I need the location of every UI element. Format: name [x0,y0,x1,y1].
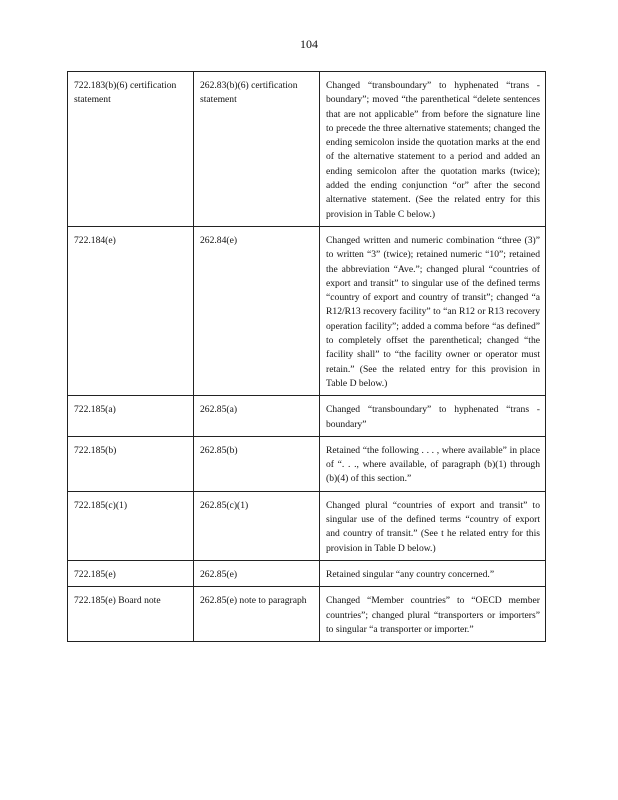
table-row [68,587,546,642]
il-section-cell: 722.183(b)(6) certification statement [68,72,194,227]
explanation-cell: Changed plural “countries of export and transit” to singular use of the defined terms “country of export and country of transit.” (See t he related entry for this provision in Table D below.) [320,491,546,560]
il-section-cell: 722.184(e) [68,226,194,395]
il-section-cell: 722.185(a) [68,396,194,437]
comparison-table [67,71,546,642]
table-row [68,560,546,586]
il-section-cell: 722.185(b) [68,436,194,491]
cfr-section-cell: 262.85(b) [194,436,320,491]
explanation-cell: Changed “Member countries” to “OECD member countries”; changed plural “transporters or importers” to singular “a transporter or importer.” [320,587,546,642]
cfr-section-cell: 262.83(b)(6) certification statement [194,72,320,227]
page-number: 104 [300,37,318,51]
explanation-cell: Retained “the following . . . , where available” in place of “. . ., where available, of paragraph (b)(1) through (b)(4) of this section.” [320,436,546,491]
il-section-cell: 722.185(e) Board note [68,587,194,642]
cfr-section-cell: 262.85(a) [194,396,320,437]
cfr-section-cell: 262.85(e) note to paragraph [194,587,320,642]
table-row [68,226,546,395]
table-row [68,491,546,560]
il-section-cell: 722.185(e) [68,560,194,586]
explanation-cell: Changed written and numeric combination “three (3)” to written “3” (twice); retained numeric “10”; retained the abbreviation “Ave.”; changed plural “countries of export and transit” to singular use of the defined terms “country of export and country of transit”; changed “a R12/R13 recovery facility” to “an R12 or R13 recovery operation facility”; added a comma before “as defined” to completely offset the parenthetical; changed “the facility shall” to “the facility owner or operator must retain.” (See the related entry for this provision in Table D below.) [320,226,546,395]
cfr-section-cell: 262.84(e) [194,226,320,395]
explanation-cell: Changed “transboundary” to hyphenated “trans - boundary” [320,396,546,437]
table-row [68,396,546,437]
table-row [68,72,546,227]
cfr-section-cell: 262.85(c)(1) [194,491,320,560]
cfr-section-cell: 262.85(e) [194,560,320,586]
il-section-cell: 722.185(c)(1) [68,491,194,560]
explanation-cell: Retained singular “any country concerned.” [320,560,546,586]
table-row [68,436,546,491]
explanation-cell: Changed “transboundary” to hyphenated “trans - boundary”; moved “the parenthetical “delete sentences that are not applicable” from before the signature line to precede the three alternative statements; changed the ending semicolon inside the quotation marks at the end of the alternative statement to a period and added an ending semicolon after the quotation marks (twice); added the ending conjunction “or” after the second alternative statement. (See the related entry for this provision in Table C below.) [320,72,546,227]
